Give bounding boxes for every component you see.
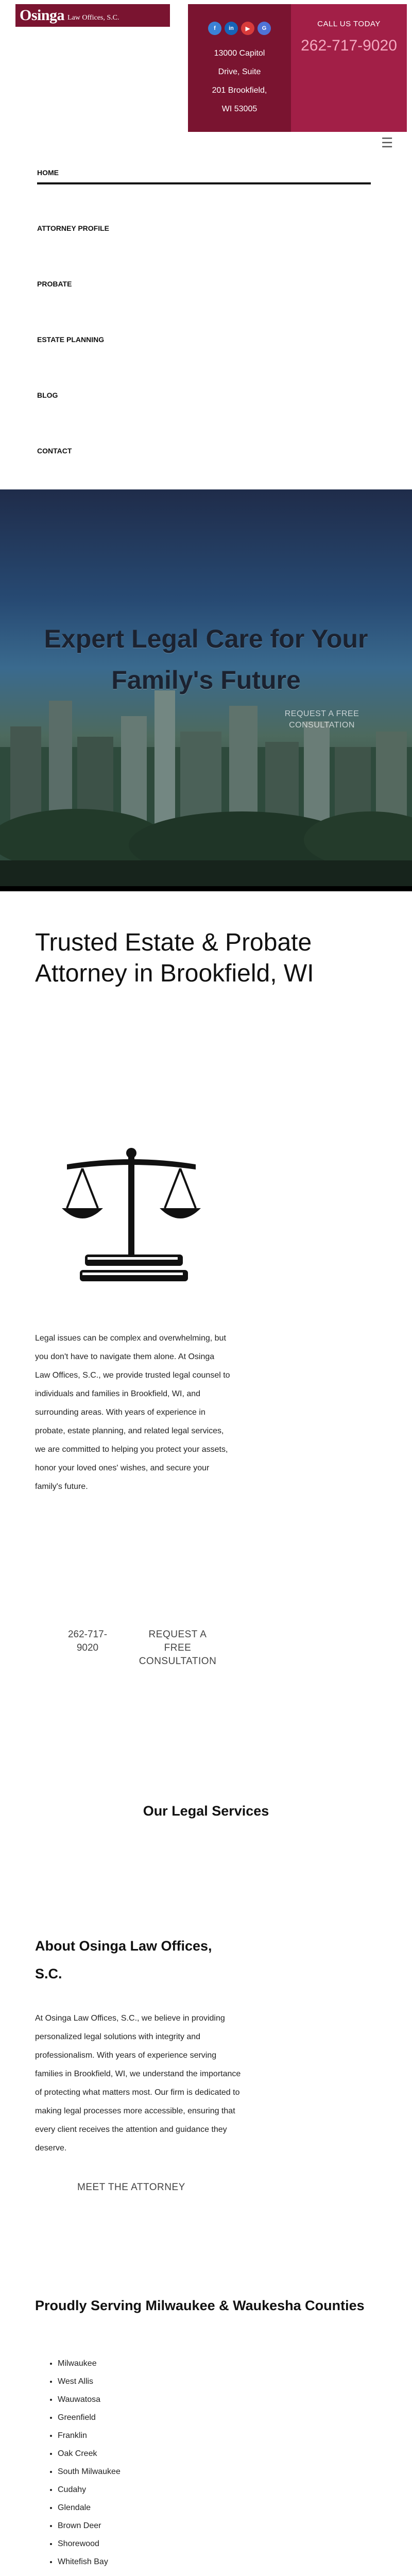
list-item: • Wauwatosa <box>58 2391 123 2409</box>
list-item: • Glendale <box>58 2499 123 2517</box>
nav-item-probate[interactable]: PROBATE <box>37 280 72 288</box>
services-title: Our Legal Services <box>143 1803 269 1819</box>
main-nav <box>0 155 412 499</box>
about-paragraph: At Osinga Law Offices, S.C., we believe in providing personalized legal solutions with integrity and professionalism. With years of experience serving families in Brookfield, WI, we understand the importance of protecting what matters most. Our firm is dedicated to making legal processes more accessible, ensuring that every client receives the attention and guidance they deserve. <box>35 2014 241 2153</box>
hero-banner <box>0 489 412 886</box>
areas-title: Proudly Serving Milwaukee & Waukesha Counties <box>35 2298 365 2313</box>
scales-of-justice-icon <box>57 1144 206 1298</box>
address-line: 201 Brookfield, <box>212 86 267 95</box>
hero-consultation-button[interactable]: REQUEST A FREE CONSULTATION <box>284 709 359 730</box>
header-contact-box <box>188 4 291 132</box>
logo-sub-text: Law Offices, S.C. <box>67 14 119 22</box>
list-item <box>58 2571 123 2576</box>
list-item: • West Allis <box>58 2372 123 2391</box>
address-line: 13000 Capitol <box>214 49 265 58</box>
list-item: • Brown Deer <box>58 2517 123 2535</box>
list-item: • Milwaukee <box>58 2354 123 2372</box>
intro-phone-link[interactable]: 262-717-9020 <box>67 1629 108 1653</box>
site-logo[interactable] <box>15 4 170 27</box>
meet-attorney-button[interactable]: MEET THE ATTORNEY <box>77 2182 185 2193</box>
address-line: Drive, Suite <box>218 67 261 76</box>
about-title: About Osinga Law Offices, S.C. <box>35 1938 212 1981</box>
list-item: • Greenfield <box>58 2409 123 2427</box>
google-icon[interactable]: G <box>258 22 271 35</box>
hero-title: Expert Legal Care for Your Family's Future <box>44 624 368 694</box>
header-social-row <box>208 22 271 35</box>
list-item: • Shorewood <box>58 2535 123 2553</box>
logo-main-text: Osinga <box>20 7 65 24</box>
header-address <box>212 44 267 118</box>
youtube-icon[interactable]: ▶ <box>241 22 254 35</box>
call-number-link[interactable]: 262-717-9020 <box>301 37 397 54</box>
hero-divider <box>0 886 412 891</box>
areas-list <box>58 2354 123 2576</box>
site-header <box>0 0 412 155</box>
call-label: CALL US TODAY <box>317 20 381 28</box>
nav-item-blog[interactable]: BLOG <box>37 391 58 399</box>
nav-item-estate-planning[interactable]: ESTATE PLANNING <box>37 335 105 344</box>
list-item: • South Milwaukee <box>58 2463 123 2481</box>
list-item: • Oak Creek <box>58 2445 123 2463</box>
list-item: • Franklin <box>58 2427 123 2445</box>
nav-item-attorney-profile[interactable]: ATTORNEY PROFILE <box>37 224 110 232</box>
nav-item-home[interactable]: HOME <box>37 165 371 184</box>
hero-city-skyline <box>0 670 412 886</box>
address-line: WI 53005 <box>221 105 258 113</box>
intro-title: Trusted Estate & Probate Attorney in Brookfield, WI <box>35 929 314 987</box>
intro-paragraph: Legal issues can be complex and overwhelming, but you don't have to navigate them alone. At Osinga Law Offices, S.C., we provide trusted legal counsel to individuals and families in Brookfield, WI, and surrounding areas. With years of experience in probate, estate planning, and related legal services, we are committed to helping you protect your assets, honor your loved ones' wishes, and secure your family's future. <box>35 1334 230 1491</box>
intro-actions <box>62 1628 221 1668</box>
linkedin-icon[interactable]: in <box>225 22 238 35</box>
list-item: • Cudahy <box>58 2481 123 2499</box>
facebook-icon[interactable]: f <box>208 22 221 35</box>
intro-consultation-button[interactable]: REQUEST A FREE CONSULTATION <box>139 1629 217 1667</box>
list-item: • Whitefish Bay <box>58 2553 123 2571</box>
header-call-box <box>291 4 407 132</box>
nav-item-contact[interactable]: CONTACT <box>37 447 72 455</box>
menu-toggle-icon[interactable]: ☰ <box>381 135 393 150</box>
